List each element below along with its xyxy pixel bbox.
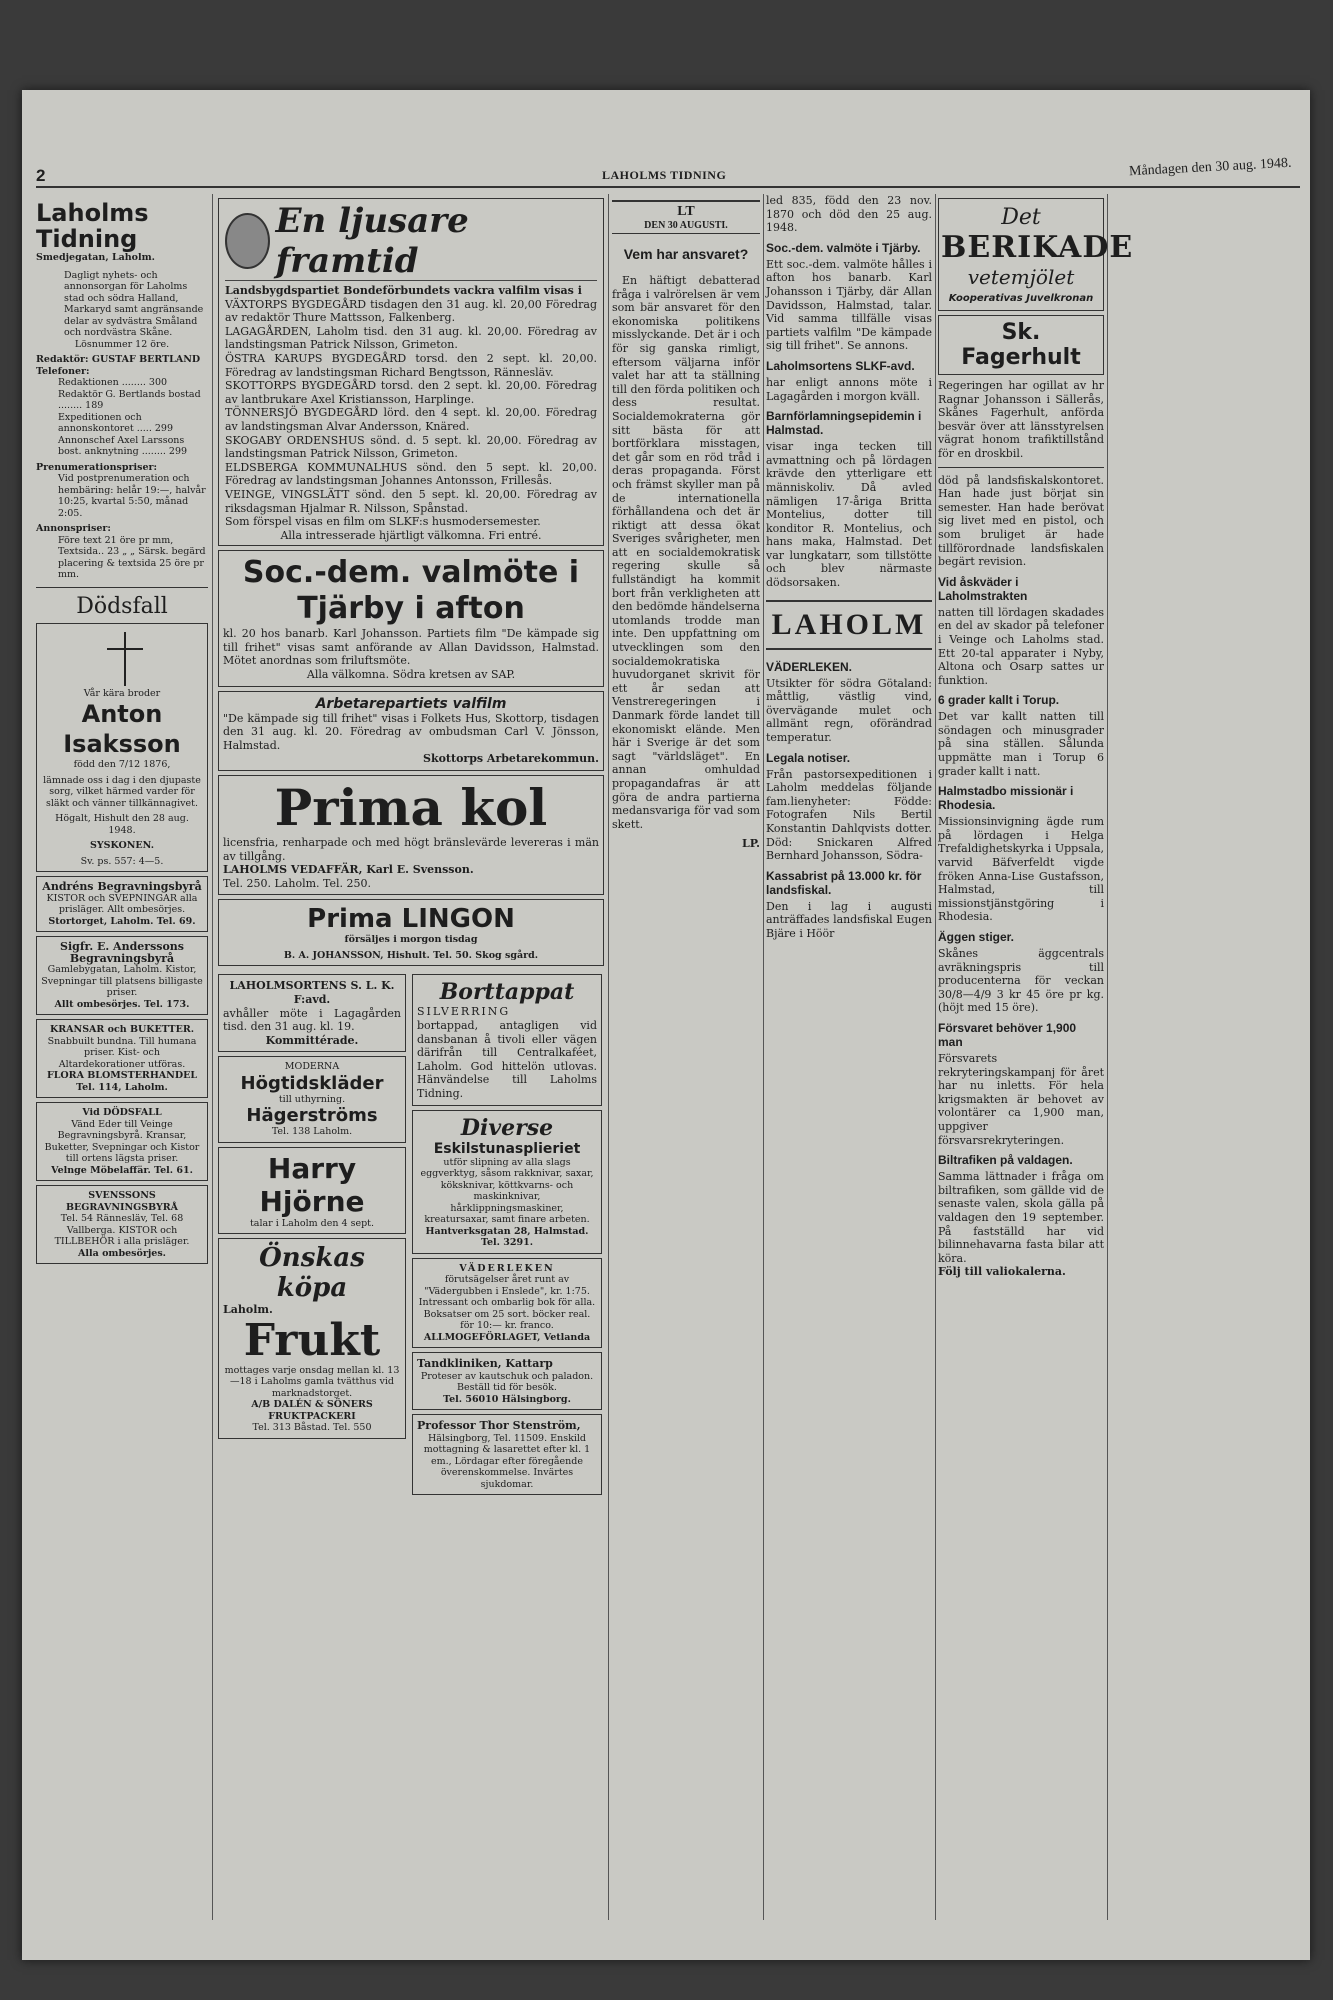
news-text: Från pastorsexpeditionen i Laholm meddelas följande fam.lienyheter: Födde: Fotografen Nils Bertil Konstantin Dahlqvists dotter. Död: Snickaren Alfred Bernhard Johansson, Södra- (766, 767, 932, 863)
column-masthead (36, 194, 208, 1914)
column-ads (218, 194, 604, 1924)
kol-company: LAHOLMS VEDAFFÄR, Karl E. Svensson. (223, 863, 474, 877)
funeral-ad-text: Gamlebygatan, Laholm. Kistor, Svepningar till platsens billigaste priser. (41, 964, 203, 998)
socdem-sign: Alla välkomna. Södra kretsen av SAP. (306, 668, 516, 682)
death-place: Högalt, Hishult den 28 aug. 1948. (55, 813, 189, 836)
column-rule (935, 194, 936, 1920)
phone-line: Redaktör G. Bertlands bostad ........ 189 (58, 388, 201, 411)
news-text: Samma lättnader i fråga om biltrafiken, som gällde vid de senaste valen, skola gälla på valdagen den 19 september. På fastställd har vid bilinnehavarna fasta bilar att köra. (938, 1170, 1104, 1265)
valfilm-title: Arbetarepartiets valfilm (315, 695, 507, 712)
hogtid-title: Högtidskläder (240, 1072, 384, 1094)
subscription-text: Vid postprenumeration och hembäring: helår 19:—, halvår 10:25, kvartal 5:50, månad 2:05. (58, 473, 206, 519)
harry-text: talar i Laholm den 4 sept. (249, 1217, 374, 1229)
masthead-address: Smedjegatan, Laholm. (36, 252, 155, 263)
film-lead: Landsbygdspartiet Bondeförbundets vackra valfilm visas i (225, 284, 582, 297)
screening: SKOTTORPS BYGDEGÅRD torsd. den 2 sept. kl. 20,00. Föredrag av lantbrukare Axel Kristiansson, Harplinge. (225, 379, 597, 406)
funeral-ad-text: Vänd Eder till Veinge Begravningsbyrå. Kransar, Buketter, Svepningar och Kistor till ortens lägsta priser. (44, 1118, 200, 1164)
frukt-text: mottages varje onsdag mellan kl. 13—18 i Laholms gamla tvätthus vid marknadstorget. (224, 1364, 400, 1399)
news-title: Soc.-dem. valmöte i Tjärby. (766, 240, 921, 255)
hogtid-sub: till uthyrning. (278, 1093, 346, 1105)
phones-label: Telefoner: (36, 365, 90, 377)
news-text: Utsikter för södra Götaland: måttlig, västlig vind, övervägande mulet och allmänt regn, oförändrad temperatur. (766, 676, 932, 745)
brand-coop: Kooperativas Juvelkronan (948, 293, 1094, 304)
screening: ELDSBERGA KOMMUNALHUS sönd. den 5 sept. kl. 20,00. Föredrag av landstingsman Johannes Antonsson, Frillesås. (225, 460, 597, 488)
eskils-text: utför slipning av alla slags eggverktyg, såsom rakknivar, saxar, köksknivar, köttkvarns- och maskinknivar, hårklippningsmaskiner, kreatursaxar, samt finare arbeten. (420, 1156, 594, 1226)
news-text: Regeringen har ogillat av hr Ragnar Johansson i Sällerås, Skånes Fagerhult, anförda besvär över att länsstyrelsen vägrat honom trafiktillstånd för en droskbil. (938, 379, 1104, 460)
brand-big: BERIKADE (941, 230, 1134, 265)
deceased-name: Anton Isaksson (63, 700, 181, 758)
funeral-ad (36, 936, 208, 1015)
news-title: VÄDERLEKEN. (766, 659, 853, 674)
brand-sub: vetemjölet (967, 265, 1075, 289)
news-title: Legala notiser. (766, 750, 851, 765)
vaderleken-ad-title: VÄDERLEKEN (459, 1262, 555, 1274)
news-text: Missionsinvigning ägde rum på lördagen i Helga Trefaldighetskyrka i Uppsala, varvid Bäfverfeldt vigde fröken Anna-Lise Gustafsson, Halmstad, till missionstjänstgöring i Rhodesia. (938, 815, 1104, 924)
masthead-price: Lösnummer 12 öre. (74, 338, 170, 350)
berikade-ad (938, 198, 1134, 311)
slkf-ad (218, 974, 406, 1052)
vaderleken-ad-sign: ALLMOGEFÖRLAGET, Vetlanda (423, 1331, 591, 1343)
news-text: har enligt annons möte i Lagagården i morgon kväll. (766, 375, 932, 403)
onskas-title: Önskas köpa (259, 1243, 365, 1304)
vaderleken-ad-text: förutsägelser året runt av "Vädergubben i Enslede", kr. 1:75. Intressant och ombarlig bok för alla. Boksatser om 25 sort. böcker real. för 10:— kr. franco. (418, 1274, 596, 1332)
news-title: Vid åskväder i Laholmstrakten (938, 574, 1028, 603)
funeral-ad-addr: Stortorget, Laholm. Tel. 69. (48, 915, 196, 927)
subscription-label: Prenumerationspriser: (36, 461, 158, 473)
valfilm-text: "De kämpade sig till frihet" visas i Folkets Hus, Skottorp, tisdagen den 31 aug. kl. 20. Föredrag av ombudsman Carl V. Jönsson, Halmstad. (223, 711, 599, 752)
header-rule (36, 186, 1300, 188)
masthead-title: Laholms Tidning (36, 199, 149, 253)
funeral-ad (36, 1102, 208, 1181)
column-rule (1107, 194, 1108, 1920)
running-title: LAHOLMS TIDNING (602, 168, 727, 182)
ads-text: Före text 21 öre pr mm, Textsida.. 23 „ „ Särsk. begärd placering & textsida 25 öre pr mm. (58, 534, 206, 580)
column-rule (763, 194, 764, 1920)
frukt-company: A/B DALÉN & SÖNERS FRUKTPACKERI (251, 1399, 373, 1422)
screening: SKOGABY ORDENSHUS sönd. d. 5 sept. kl. 20,00. Föredrag av landstingsman Patrick Nilsson, Grimeton. (225, 433, 597, 461)
prof-text: Hälsingborg, Tel. 11509. Enskild mottagning & lasarettet efter kl. 1 em., Lördagar efter föregående överenskommelse. Invärtes sjukdomar. (423, 1432, 591, 1490)
column-news-1 (766, 194, 932, 1914)
kol-phone: Tel. 250. Laholm. Tel. 250. (223, 876, 372, 890)
editorial-text: En häftigt debatterad fråga i valrörelsen är vem som bär ansvaret för den ekonomiska politikens misslyckande. Det är i och för sig ganska rimligt, eftersom väljarna inför valet har att ta ställning till den förda politiken och dess resultat. Socialdemokraterna gör sitt bästa för att bortförklara misstagen, det går som en röd tråd i deras propaganda. Först och främst skyller man på de internationella förhållandena och det är riktigt att dessa ökat Sveriges svårigheter, men att en socialdemokratisk regering skulle så fullständigt ha kommit bort från verkligheten att den bedömde händelserna utomlands trodde man inte. Den uppfattning om utvecklingen som den socialdemokratiska huvudorganet skrivit för ett år sedan att Venstreregeringen i Danmark förde landet till ekonomiskt elände. Men här i Sverige är det som sagt "världsläget". En annan omhuldad propagandafras är att göra de andra partierna medansvariga för vad som skett. (612, 274, 760, 831)
column-rule (212, 194, 213, 1920)
news-text: Försvarets rekryteringskampanj för året har nu inletts. För hela krigsmakten är behovet av volontärer ca 1,900 man, uppgiver försvarsrekryteringen. (938, 1051, 1104, 1147)
funeral-ad-addr: Allt ombesörjes. Tel. 173. (54, 998, 190, 1010)
vaderleken-ad (412, 1258, 602, 1349)
news-tail: Följ till valiokalerna. (938, 1265, 1066, 1279)
masthead-editor: Redaktör: GUSTAF BERTLAND (36, 354, 201, 365)
column-news-2 (938, 194, 1134, 1914)
page-number: 2 (36, 166, 46, 185)
funeral-ad (36, 1185, 208, 1264)
news-title: Kassabrist på 13.000 kr. för landsfiskal. (766, 868, 922, 897)
portrait-icon (225, 213, 270, 269)
news-title: Försvaret behöver 1,900 man (938, 1020, 1077, 1049)
tand-title: Tandkliniken, Kattarp (417, 1357, 553, 1371)
ads-label: Annonspriser: (36, 523, 111, 534)
hagerstroms-tel: Tel. 138 Laholm. (271, 1126, 353, 1138)
deceased-born: född den 7/12 1876, (73, 759, 171, 770)
eskils-title: Eskilstunasplieriet (433, 1140, 581, 1157)
death-psalm: Sv. ps. 557: 4—5. (80, 855, 164, 867)
film-welcome: Alla intresserade hjärtligt välkomna. Fri entré. (280, 528, 542, 542)
funeral-ad-text: Tel. 54 Rännesläv, Tel. 68 Vallberga. KISTOR och TILLBEHÖR i alla prisläger. (54, 1213, 190, 1247)
phone-line: Annonschef Axel Larssons bost. anknytning ........ 299 (58, 434, 188, 457)
socdem-ad (218, 550, 604, 686)
hagerstroms-name: Hägerströms (246, 1105, 378, 1127)
editorial-title: Vem har ansvaret? (623, 246, 749, 262)
funeral-ad-name: Andréns Begravningsbyrå (42, 880, 202, 893)
tand-tel: Tel. 56010 Hälsingborg. (443, 1393, 571, 1405)
borttappat-title: Borttappat (439, 979, 575, 1006)
frukt-tel: Tel. 313 Båstad. Tel. 550 (252, 1422, 372, 1434)
news-text: Det var kallt natten till söndagen och minusgrader på sina ställen. Sålunda uppmätte man i Torup 6 grader kallt i natt. (938, 710, 1104, 778)
tand-ad (412, 1352, 602, 1410)
hogtid-ad (218, 1056, 406, 1143)
news-text: visar inga tecken till avmattning och på lördagen krävde den ytterligare ett människoliv. Då avled nämligen 17-åriga Britta Montelius, dotter till konditor R. Montelius, och hans maka, Halmstad. Det var lungkatarr, som tillstötte och blev närmaste dödsorsaken. (766, 440, 932, 590)
deaths-title: Dödsfall (76, 593, 168, 619)
small-ads-right (412, 970, 602, 1499)
flower-ad (36, 1019, 208, 1098)
borttappat-text: bortappad, antagligen vid dansbanan å tivoli eller vägen därifrån till Centralkaféet, Laholm. God hittelön utlovas. Hänvändelse till Laholms Tidning. (417, 1019, 597, 1100)
diverse-title: Diverse (460, 1114, 554, 1141)
valfilm-sign: Skottorps Arbetarekommun. (423, 752, 599, 766)
eskils-addr: Hantverksgatan 28, Halmstad. Tel. 3291. (425, 1225, 589, 1249)
issue-date: Måndagen den 30 aug. 1948. (1129, 155, 1293, 180)
death-notice (36, 623, 208, 873)
lt-date: DEN 30 AUGUSTI. (644, 220, 728, 231)
funeral-ad-name: SVENSSONS BEGRAVNINGSBYRÅ (65, 1190, 179, 1213)
laholm-heading: LAHOLM (766, 600, 932, 650)
funeral-ad-name: Sigfr. E. Anderssons Begravningsbyrå (60, 940, 184, 965)
phone-line: Redaktionen ........ 300 (58, 377, 168, 388)
film-banner: En ljusare framtid (275, 201, 469, 281)
frukt-title: Frukt (243, 1314, 381, 1366)
kol-title: Prima kol (274, 778, 548, 838)
death-text: lämnade oss i dag i den djupaste sorg, vilket härmed varder för släkt och vänner tillkännagivet. (43, 774, 201, 809)
news-title: Barnförlamningsepidemin i Halmstad. (766, 409, 922, 438)
brand-small: Det (1001, 205, 1041, 230)
film-ad (218, 198, 604, 546)
lingon-sub: försäljes i morgon tisdag (344, 934, 478, 946)
column-rule (608, 194, 609, 1920)
flower-ad-addr: FLORA BLOMSTERHANDEL Tel. 114, Laholm. (46, 1070, 198, 1093)
news-title: Äggen stiger. (938, 930, 1015, 944)
slkf-sign: Kommittérade. (265, 1033, 359, 1047)
borttappat-sub: SILVERRING (417, 1005, 511, 1019)
screening: ÖSTRA KARUPS BYGDEGÅRD torsd. den 2 sept. kl. 20,00. Föredrag av landstingsman Richard Bengtsson, Rännesläv. (225, 351, 597, 379)
editorial-signature: LP. (741, 837, 760, 851)
funeral-ad (36, 876, 208, 932)
screening: VEINGE, VINGSLÄTT sönd. den 5 sept. kl. 20,00. Föredrag av riksdagsman Hjalmar R. Nilsson, Spånstad. (225, 487, 597, 515)
small-ads-row (218, 970, 604, 1499)
diverse-ad (412, 1110, 602, 1254)
fagerhult-title: Sk. Fagerhult (938, 315, 1104, 375)
valfilm-ad (218, 691, 604, 771)
onskas-place: Laholm. (223, 1303, 273, 1317)
news-title: Halmstadbo missionär i Rhodesia. (938, 784, 1074, 813)
small-ads-left (218, 970, 406, 1499)
prof-title: Professor Thor Stenström, (417, 1419, 581, 1433)
news-text: Skånes äggcentrals avräkningspris till producenterna för veckan 30/8—4/9 3 kr 45 öre pr kg. (höjt med 15 öre). (938, 947, 1104, 1015)
screening: VÄXTORPS BYGDEGÅRD tisdagen den 31 aug. kl. 20,00 Föredrag av redaktör Thure Mattsson, Falkenberg. (225, 297, 597, 325)
obit-text: led 835, född den 23 nov. 1870 och död den 25 aug. 1948. (766, 194, 932, 235)
phone-line: Expeditionen och annonskontoret ..... 299 (58, 411, 173, 434)
harry-title: Harry Hjörne (259, 1151, 365, 1218)
death-signed: SYSKONEN. (89, 840, 155, 851)
slkf-text: avhåller möte i Lagagården tisd. den 31 aug. kl. 19. (223, 1006, 401, 1034)
cross-icon (41, 628, 203, 688)
news-text: död på landsfiskalskontoret. Han hade just börjat sin semester. Han hade berövat sig livet med en pistol, och som bruliget är hade tillförordnade landsfiskalen begärt revision. (938, 473, 1104, 569)
death-intro: Vår kära broder (83, 687, 161, 699)
tand-text: Proteser av kautschuk och paladon. Beställ tid för besök. (420, 1370, 594, 1394)
news-text: Den i lag i augusti anträffades landsfiskal Eugen Bjäre i Höör (766, 899, 932, 940)
kol-text: licensfria, renharpade och med högt bränslevärde levereras i män av tillgång. (223, 836, 599, 863)
screening: TÖNNERSJÖ BYGDEGÅRD lörd. den 4 sept. kl. 20,00. Föredrag av landstingsman Alvar Andersson, Knäred. (225, 406, 597, 433)
socdem-text: kl. 20 hos banarb. Karl Johansson. Partiets film "De kämpade sig till frihet" visas samt anförande av Allan Davidsson, Halmstad. Mötet anordnas som friluftsmöte. (223, 627, 599, 668)
lingon-title: Prima LINGON (307, 904, 515, 935)
harry-ad (218, 1147, 406, 1235)
lt-box (612, 200, 760, 234)
screening: LAGAGÅRDEN, Laholm tisd. den 31 aug. kl. 20,00. Föredrag av landstingsman Patrick Nilsson, Grimeton. (225, 324, 597, 352)
film-tail: Som förspel visas en film om SLKF:s husmodersemester. (225, 515, 541, 529)
lt-label: LT (677, 204, 695, 219)
news-text: natten till lördagen skadades en del av skador på telefoner i Veinge och Laholms stad. Ett 20-tal apparater i Nyby, Altona och Osarp sattes ur funktion. (938, 605, 1104, 687)
borttappat-ad (412, 974, 602, 1105)
news-text: Ett soc.-dem. valmöte hålles i afton hos banarb. Karl Johansson i Tjärby, där Allan Davidsson, Halmstad, talar. Vid samma tillfälle visas partiets valfilm "De kämpade sig till frihet". Se annons. (766, 257, 932, 353)
newspaper-page (22, 90, 1310, 1960)
hogtid-moderna: MODERNA (284, 1061, 340, 1073)
masthead-description: Dagligt nyhets- och annonsorgan för Laholms stad och södra Halland, Markaryd samt angränsande delar av sydvästra Småland och nordvästra Skåne. (64, 269, 204, 338)
frukt-ad (218, 1238, 406, 1439)
news-title: Biltrafiken på valdagen. (938, 1153, 1073, 1168)
funeral-ad-name: Vid DÖDSFALL (82, 1107, 162, 1118)
flower-ad-name: KRANSAR och BUKETTER. (49, 1024, 195, 1035)
kol-ad (218, 775, 604, 895)
funeral-ad-text: KISTOR och SVEPNINGAR alla prisläger. Allt ombesörjes. (46, 892, 198, 915)
lingon-company: B. A. JOHANSSON, Hishult. Tel. 50. Skog sgård. (283, 949, 539, 961)
right-margin (1110, 194, 1298, 1914)
flower-ad-text: Snabbuilt bundna. Till humana priser. Kist- och Altardekorationer utföras. (47, 1035, 197, 1070)
news-title: Laholmsortens SLKF-avd. (766, 358, 915, 373)
lingon-ad (218, 899, 604, 966)
socdem-title: Soc.-dem. valmöte i Tjärby i afton (242, 555, 580, 627)
funeral-ad-addr: Velnge Möbelaffär. Tel. 61. (51, 1164, 193, 1176)
column-editorial (612, 194, 760, 1914)
prof-ad (412, 1414, 602, 1495)
slkf-title: LAHOLMSORTENS S. L. K. F:avd. (229, 979, 395, 1006)
news-title: 6 grader kallt i Torup. (938, 693, 1060, 708)
funeral-ad-addr: Alla ombesörjes. (78, 1247, 166, 1259)
